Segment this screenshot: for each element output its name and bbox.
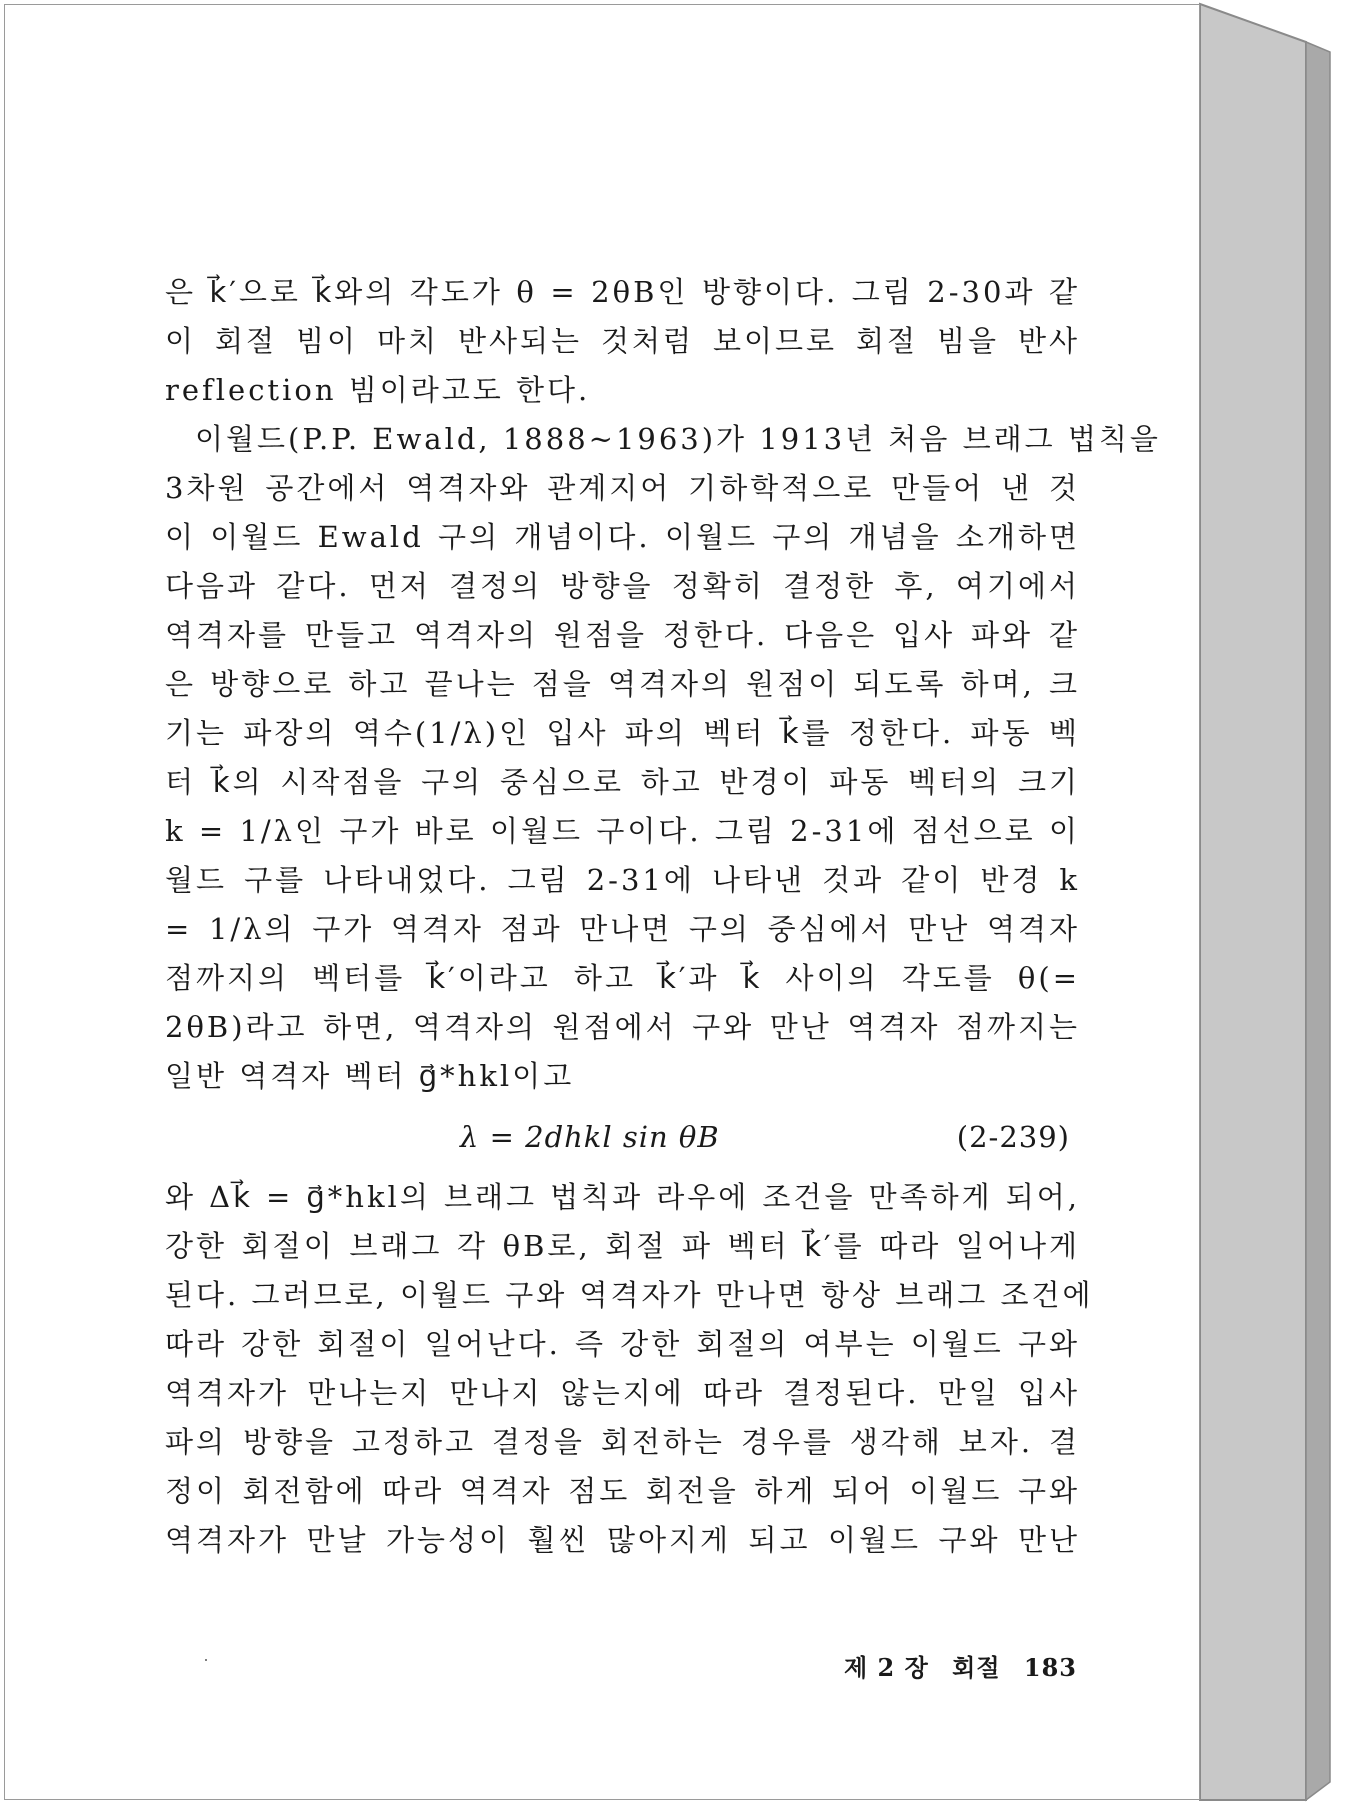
text-line: 정이 회전함에 따라 역격자 점도 회전을 하게 되어 이월드 구와 — [165, 1474, 1080, 1508]
text-line: 강한 회절이 브래그 각 θB로, 회절 파 벡터 k⃗′를 따라 일어나게 — [165, 1229, 1080, 1263]
text-line: 역격자가 만날 가능성이 훨씬 많아지게 되고 이월드 구와 만난 — [165, 1523, 1080, 1557]
footer-title: 회절 — [952, 1653, 1001, 1682]
page-number: 183 — [1023, 1653, 1077, 1682]
text-line: 이 이월드 Ewald 구의 개념이다. 이월드 구의 개념을 소개하면 — [165, 520, 1080, 554]
text-line: 파의 방향을 고정하고 결정을 회전하는 경우를 생각해 보자. 결 — [165, 1425, 1080, 1459]
footer-chapter: 제 2 장 — [844, 1653, 929, 1682]
text-line: 이 회절 빔이 마치 반사되는 것처럼 보이므로 회절 빔을 반사 — [165, 324, 1080, 358]
text-line: k = 1/λ인 구가 바로 이월드 구이다. 그림 2-31에 점선으로 이 — [165, 814, 1080, 848]
text-line: 2θB)라고 하면, 역격자의 원점에서 구와 만난 역격자 점까지는 — [165, 1010, 1080, 1044]
text-line: 따라 강한 회절이 일어난다. 즉 강한 회절의 여부는 이월드 구와 — [165, 1327, 1080, 1361]
text-line: 기는 파장의 역수(1/λ)인 입사 파의 벡터 k⃗를 정한다. 파동 벡 — [165, 716, 1080, 750]
text-line: = 1/λ의 구가 역격자 점과 만나면 구의 중심에서 만난 역격자 — [165, 912, 1080, 946]
text-line: 터 k⃗의 시작점을 구의 중심으로 하고 반경이 파동 벡터의 크기 — [165, 765, 1080, 799]
page-footer — [165, 1648, 1077, 1688]
text-line: 역격자를 만들고 역격자의 원점을 정한다. 다음은 입사 파와 같 — [165, 618, 1080, 652]
equation-number: (2-239) — [956, 1120, 1070, 1154]
text-line: 3차원 공간에서 역격자와 관계지어 기하학적으로 만들어 낸 것 — [165, 471, 1080, 505]
text-line: 월드 구를 나타내었다. 그림 2-31에 나타낸 것과 같이 반경 k — [165, 863, 1080, 897]
text-line: 역격자가 만나는지 만나지 않는지에 따라 결정된다. 만일 입사 — [165, 1376, 1080, 1410]
paragraph-first-line: 이월드(P.P. Ewald, 1888~1963)가 1913년 처음 브래그 법칙을 — [195, 422, 1161, 456]
text-line: reflection 빔이라고도 한다. — [165, 373, 591, 407]
body-text — [165, 268, 1161, 1565]
text-line: 와 Δk⃗ = g⃗*hkl의 브래그 법칙과 라우에 조건을 만족하게 되어, — [165, 1180, 1080, 1214]
text-line: 점까지의 벡터를 k⃗′이라고 하고 k⃗′과 k⃗ 사이의 각도를 θ(= — [165, 961, 1080, 995]
text-line: 된다. 그러므로, 이월드 구와 역격자가 만나면 항상 브래그 조건에 — [165, 1278, 1094, 1312]
equation-expression: λ = 2dhkl sin θB — [460, 1120, 720, 1154]
text-line: 은 방향으로 하고 끝나는 점을 역격자의 원점이 되도록 하며, 크 — [165, 667, 1080, 701]
text-line: 다음과 같다. 먼저 결정의 방향을 정확히 결정한 후, 여기에서 — [165, 569, 1080, 603]
text-line: 은 k⃗′으로 k⃗와의 각도가 θ = 2θB인 방향이다. 그림 2-30과 같 — [165, 275, 1080, 309]
text-line: 일반 역격자 벡터 g⃗*hkl이고 — [165, 1059, 575, 1093]
equation-row — [165, 1101, 1080, 1173]
